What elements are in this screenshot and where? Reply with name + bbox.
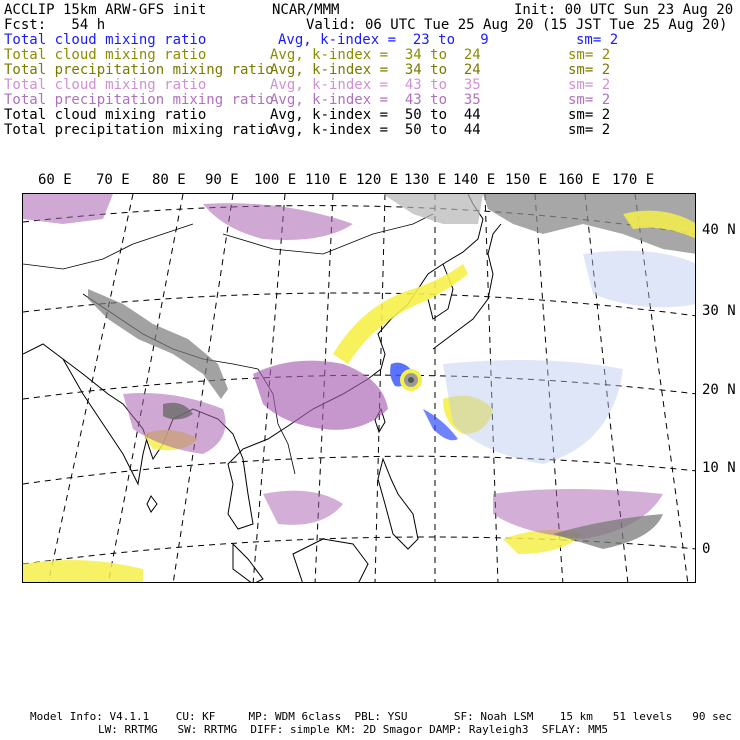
lon-label: 80 E [152,172,186,188]
init-time: Init: 00 UTC Sun 23 Aug 20 [514,2,734,18]
field-kindex: Avg, k-index = 43 to 35 [270,92,481,108]
lat-label: 10 N [702,460,736,476]
cloud-gray-northeast-2 [383,194,483,224]
field-name: Total precipitation mixing ratio [4,122,274,138]
cloud-purple-china [253,361,388,430]
cloud-lightblue-east [583,251,696,308]
lat-label: 40 N [702,222,736,238]
field-smoothing: sm= 2 [568,122,611,138]
lon-label: 90 E [205,172,239,188]
lon-label: 110 E [305,172,348,188]
cloud-yellow-frontal [333,264,468,364]
central-asia-border [23,224,193,269]
cloud-purple-borneo [263,491,343,525]
lon-label: 60 E [38,172,72,188]
field-name: Total cloud mixing ratio [4,77,207,93]
field-kindex: Avg, k-index = 50 to 44 [270,107,481,123]
meridian-70e [48,194,133,583]
lon-label: 100 E [254,172,297,188]
lat-label: 30 N [702,303,736,319]
lon-label: 150 E [505,172,548,188]
model-info-line-1: Model Info: V4.1.1 CU: KF MP: WDM 6class PBL: YSU SF: Noah LSM 15 km 51 levels 90 sec [30,710,732,723]
model-title: ACCLIP 15km ARW-GFS init [4,2,207,18]
field-kindex: Avg, k-index = 34 to 24 [270,47,481,63]
field-name: Total cloud mixing ratio [4,47,207,63]
forecast-hour: Fcst: 54 h [4,17,106,33]
org-label: NCAR/MMM [272,2,340,18]
field-name: Total cloud mixing ratio [4,107,207,123]
field-kindex: Avg, k-index = 34 to 24 [270,62,481,78]
country-borders [23,214,433,474]
map-canvas [23,194,696,583]
lat-label: 0 [702,541,711,557]
lon-label: 140 E [453,172,496,188]
cloud-yellow-bottom [23,560,143,583]
sri-lanka-coastline [147,496,157,512]
model-info-line-2: LW: RRTMG SW: RRTMG DIFF: simple KM: 2D Smagor DAMP: Rayleigh3 SFLAY: MM5 [98,723,608,736]
lon-label: 120 E [356,172,399,188]
field-kindex: Avg, k-index = 43 to 35 [270,77,481,93]
lat-line-10n [23,456,696,484]
lon-label: 130 E [404,172,447,188]
field-smoothing: sm= 2 [568,107,611,123]
philippines-coastline [378,459,418,549]
field-smoothing: sm= 2 [568,62,611,78]
lon-label: 160 E [558,172,601,188]
cloud-lightblue-central [443,360,623,464]
field-name: Total precipitation mixing ratio [4,92,274,108]
cloud-purple-india [123,393,226,454]
forecast-map [22,193,696,583]
lon-label: 170 E [612,172,655,188]
field-smoothing: sm= 2 [576,32,619,48]
field-name: Total precipitation mixing ratio [4,62,274,78]
field-overlays [23,194,696,583]
borneo-coastline [293,539,368,583]
sumatra-coastline [233,544,263,583]
meridian-80e [108,194,183,583]
lon-label: 70 E [96,172,130,188]
cloud-gray-himalaya [88,289,228,399]
lat-label: 20 N [702,382,736,398]
field-kindex: Avg, k-index = 50 to 44 [270,122,481,138]
field-smoothing: sm= 2 [568,92,611,108]
cloud-purple-west [23,194,113,224]
typhoon-center [408,377,414,383]
field-smoothing: sm= 2 [568,77,611,93]
field-name: Total cloud mixing ratio [4,32,207,48]
asia-coastline [23,194,483,529]
field-kindex: Avg, k-index = 23 to 9 [278,32,489,48]
field-smoothing: sm= 2 [568,47,611,63]
valid-time: Valid: 06 UTC Tue 25 Aug 20 (15 JST Tue 25 Aug 20) [306,17,728,33]
